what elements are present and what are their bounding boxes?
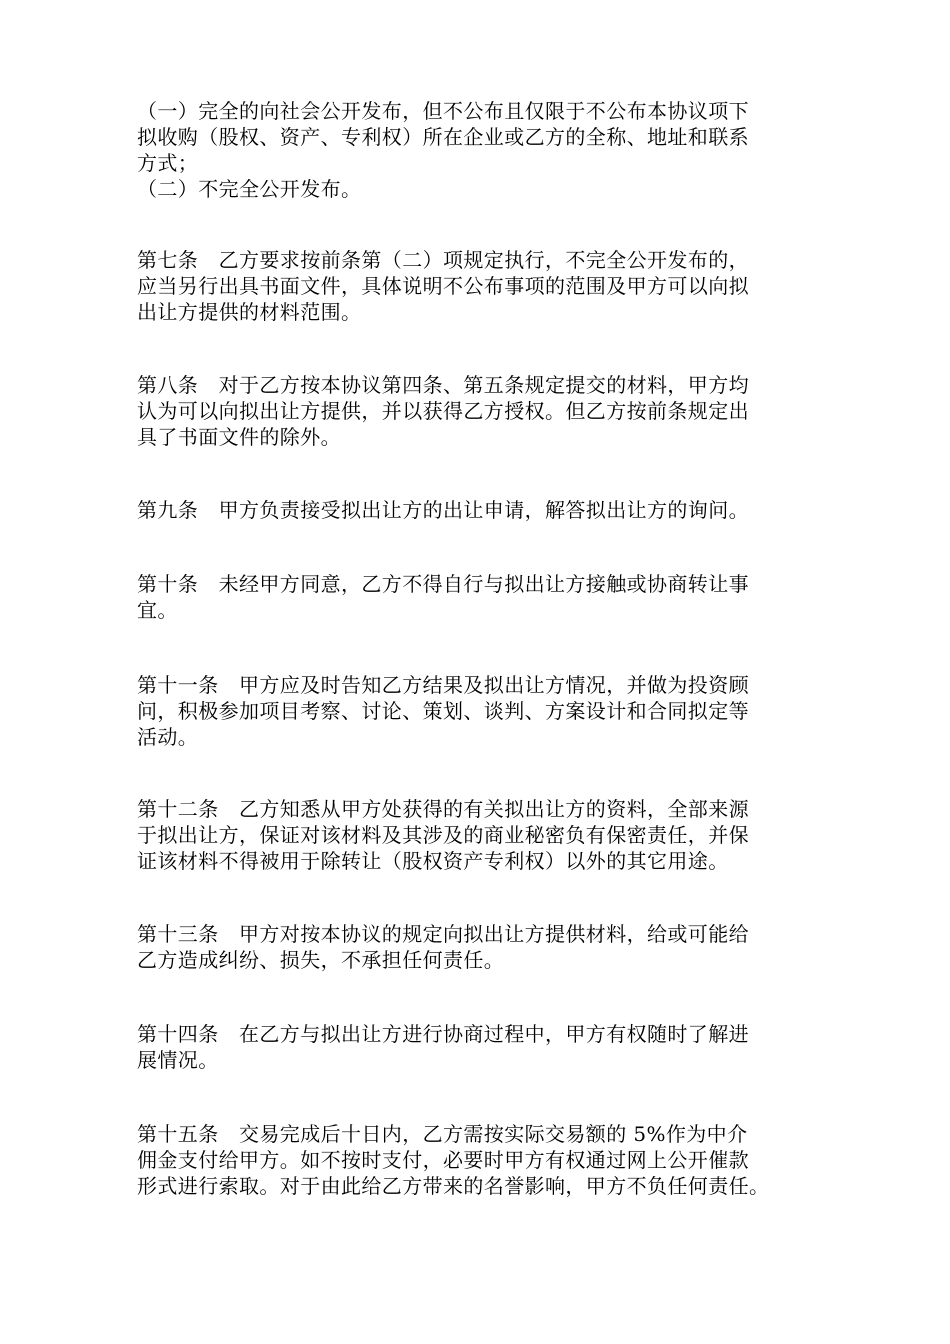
text-line: 证该材料不得被用于除转让（股权资产专利权）以外的其它用途。 [137,849,729,873]
text-line: 出让方提供的材料范围。 [137,300,362,324]
clause-publication-options [137,98,817,202]
clause-article-8 [137,372,817,450]
text-line: 展情况。 [137,1048,219,1072]
clause-article-11 [137,672,817,750]
text-line: 第十五条 交易完成后十日内，乙方需按实际交易额的 5%作为中介 [137,1122,748,1146]
text-line: 第十一条 甲方应及时告知乙方结果及拟出让方情况，并做为投资顾 [137,673,749,697]
text-line: 活动。 [137,725,199,749]
text-line: （二）不完全公开发布。 [137,177,362,201]
text-line: 乙方造成纠纷、损失，不承担任何责任。 [137,948,505,972]
text-line: 拟收购（股权、资产、专利权）所在企业或乙方的全称、地址和联系 [137,125,749,149]
text-line: 于拟出让方，保证对该材料及其涉及的商业秘密负有保密责任，并保 [137,823,749,847]
text-line: 第九条 甲方负责接受拟出让方的出让申请，解答拟出让方的询问。 [137,498,749,522]
text-line: （一）完全的向社会公开发布，但不公布且仅限于不公布本协议项下 [137,99,749,123]
text-line: 佣金支付给甲方。如不按时支付，必要时甲方有权通过网上公开催款 [137,1148,749,1172]
text-line: 第七条 乙方要求按前条第（二）项规定执行，不完全公开发布的， [137,248,749,272]
text-line: 认为可以向拟出让方提供，并以获得乙方授权。但乙方按前条规定出 [137,399,749,423]
clause-article-15 [137,1121,817,1199]
clause-article-7 [137,247,817,325]
text-line: 具了书面文件的除外。 [137,425,341,449]
text-line: 第十条 未经甲方同意，乙方不得自行与拟出让方接触或协商转让事 [137,572,749,596]
text-line: 宜。 [137,598,178,622]
clause-article-12 [137,796,817,874]
text-line: 问，积极参加项目考察、讨论、策划、谈判、方案设计和合同拟定等 [137,699,749,723]
text-line: 应当另行出具书面文件，具体说明不公布事项的范围及甲方可以向拟 [137,274,749,298]
text-line: 第十三条 甲方对按本协议的规定向拟出让方提供材料，给或可能给 [137,922,749,946]
clause-article-10 [137,571,817,623]
text-line: 第八条 对于乙方按本协议第四条、第五条规定提交的材料，甲方均 [137,373,749,397]
clause-article-13 [137,921,817,973]
text-line: 形式进行索取。对于由此给乙方带来的名誉影响，甲方不负任何责任。 [137,1174,770,1198]
text-line: 第十四条 在乙方与拟出让方进行协商过程中，甲方有权随时了解进 [137,1022,749,1046]
text-line: 方式； [137,151,199,175]
text-line: 第十二条 乙方知悉从甲方处获得的有关拟出让方的资料，全部来源 [137,797,749,821]
clause-article-14 [137,1021,817,1073]
clause-article-9 [137,497,817,523]
